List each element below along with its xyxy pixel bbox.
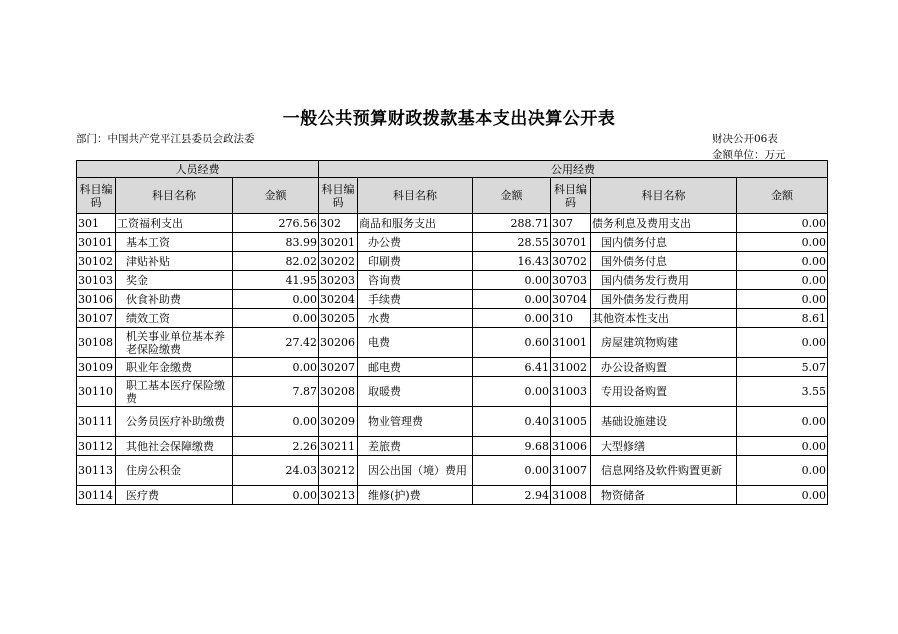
- table-row: [77, 328, 828, 358]
- subject-name: 电费: [358, 328, 473, 358]
- amount-value: 0.60: [473, 328, 551, 358]
- amount-value: 8.61: [737, 309, 828, 328]
- subject-name: 因公出国（境）费用: [358, 456, 473, 486]
- amount-value: 0.00: [737, 214, 828, 233]
- subject-name: 信息网络及软件购置更新: [591, 456, 737, 486]
- header-code: 科目编码: [319, 178, 358, 214]
- amount-value: 276.56: [233, 214, 319, 233]
- subject-name: 物资储备: [591, 486, 737, 505]
- expenditure-table: [76, 160, 828, 505]
- amount-value: 0.00: [473, 271, 551, 290]
- amount-value: 24.03: [233, 456, 319, 486]
- subject-code: 30702: [551, 252, 591, 271]
- subject-name: 国内债务付息: [591, 233, 737, 252]
- amount-value: 28.55: [473, 233, 551, 252]
- table-row: [77, 437, 828, 456]
- table-row: [77, 407, 828, 437]
- subject-name: 基本工资: [116, 233, 233, 252]
- subject-name: 国外债务付息: [591, 252, 737, 271]
- amount-value: 82.02: [233, 252, 319, 271]
- subject-code: 30204: [319, 290, 358, 309]
- amount-value: 0.00: [473, 290, 551, 309]
- amount-value: 7.87: [233, 377, 319, 407]
- subject-code: 307: [551, 214, 591, 233]
- subject-name: 办公费: [358, 233, 473, 252]
- amount-value: 0.00: [473, 456, 551, 486]
- subject-name: 邮电费: [358, 358, 473, 377]
- amount-value: 41.95: [233, 271, 319, 290]
- subject-name: 其他社会保障缴费: [116, 437, 233, 456]
- header-name: 科目名称: [358, 178, 473, 214]
- subject-code: 31007: [551, 456, 591, 486]
- subject-name: 职业年金缴费: [116, 358, 233, 377]
- subject-code: 31008: [551, 486, 591, 505]
- amount-value: 0.00: [737, 486, 828, 505]
- subject-code: 310: [551, 309, 591, 328]
- subject-code: 30101: [77, 233, 116, 252]
- subject-code: 30212: [319, 456, 358, 486]
- subject-code: 30701: [551, 233, 591, 252]
- table-row: [77, 358, 828, 377]
- subject-name: 差旅费: [358, 437, 473, 456]
- table-row: [77, 309, 828, 328]
- table-row: [77, 377, 828, 407]
- amount-value: 0.00: [737, 252, 828, 271]
- header-amount: 金额: [737, 178, 828, 214]
- header-code: 科目编码: [551, 178, 591, 214]
- amount-value: 0.00: [233, 486, 319, 505]
- subject-code: 30102: [77, 252, 116, 271]
- subject-name: 医疗费: [116, 486, 233, 505]
- amount-value: 288.71: [473, 214, 551, 233]
- amount-value: 0.00: [737, 328, 828, 358]
- subject-name: 专用设备购置: [591, 377, 737, 407]
- subject-code: 302: [319, 214, 358, 233]
- amount-value: 0.00: [233, 407, 319, 437]
- amount-value: 27.42: [233, 328, 319, 358]
- subject-name: 伙食补助费: [116, 290, 233, 309]
- subject-code: 30704: [551, 290, 591, 309]
- subject-code: 30106: [77, 290, 116, 309]
- subject-code: 30107: [77, 309, 116, 328]
- subject-code: 31006: [551, 437, 591, 456]
- subject-name: 房屋建筑物购建: [591, 328, 737, 358]
- subject-code: 301: [77, 214, 116, 233]
- subject-code: 30207: [319, 358, 358, 377]
- subject-name: 维修(护)费: [358, 486, 473, 505]
- amount-value: 0.00: [737, 290, 828, 309]
- subject-code: 30703: [551, 271, 591, 290]
- subject-name: 水费: [358, 309, 473, 328]
- table-number: 财决公开06表: [712, 133, 778, 145]
- subject-name: 津贴补贴: [116, 252, 233, 271]
- subject-code: 30108: [77, 328, 116, 358]
- amount-value: 0.40: [473, 407, 551, 437]
- amount-value: 0.00: [737, 407, 828, 437]
- subject-name: 职工基本医疗保险缴费: [116, 377, 233, 407]
- subject-name: 物业管理费: [358, 407, 473, 437]
- amount-value: 0.00: [233, 290, 319, 309]
- subject-name: 手续费: [358, 290, 473, 309]
- column-header-row: [77, 178, 828, 214]
- subject-code: 30206: [319, 328, 358, 358]
- table-row: [77, 456, 828, 486]
- header-amount: 金额: [473, 178, 551, 214]
- subject-code: 30103: [77, 271, 116, 290]
- subject-name: 工资福利支出: [116, 214, 233, 233]
- subject-name: 咨询费: [358, 271, 473, 290]
- subject-name: 公务员医疗补助缴费: [116, 407, 233, 437]
- subject-name: 绩效工资: [116, 309, 233, 328]
- subject-code: 30205: [319, 309, 358, 328]
- subject-code: 31001: [551, 328, 591, 358]
- amount-value: 2.94: [473, 486, 551, 505]
- subject-code: 30208: [319, 377, 358, 407]
- subject-code: 30110: [77, 377, 116, 407]
- department-label: 部门：中国共产党平江县委员会政法委: [76, 133, 255, 145]
- subject-code: 31005: [551, 407, 591, 437]
- group-personnel: 人员经费: [77, 161, 319, 178]
- header-name: 科目名称: [116, 178, 233, 214]
- subject-code: 30209: [319, 407, 358, 437]
- subject-code: 31002: [551, 358, 591, 377]
- subject-name: 国外债务发行费用: [591, 290, 737, 309]
- subject-name: 债务利息及费用支出: [591, 214, 737, 233]
- amount-value: 3.55: [737, 377, 828, 407]
- amount-value: 0.00: [233, 358, 319, 377]
- subject-code: 30111: [77, 407, 116, 437]
- subject-name: 其他资本性支出: [591, 309, 737, 328]
- group-public: 公用经费: [319, 161, 828, 178]
- subject-name: 国内债务发行费用: [591, 271, 737, 290]
- amount-value: 16.43: [473, 252, 551, 271]
- table-row: [77, 214, 828, 233]
- subject-code: 30213: [319, 486, 358, 505]
- subject-name: 商品和服务支出: [358, 214, 473, 233]
- amount-value: 0.00: [737, 271, 828, 290]
- subject-code: 30113: [77, 456, 116, 486]
- subject-name: 印刷费: [358, 252, 473, 271]
- subject-name: 取暖费: [358, 377, 473, 407]
- subject-code: 30112: [77, 437, 116, 456]
- table-row: [77, 252, 828, 271]
- amount-value: 6.41: [473, 358, 551, 377]
- subject-code: 30202: [319, 252, 358, 271]
- amount-value: 0.00: [473, 377, 551, 407]
- header-name: 科目名称: [591, 178, 737, 214]
- subject-code: 30201: [319, 233, 358, 252]
- header-code: 科目编码: [77, 178, 116, 214]
- group-header-row: [77, 161, 828, 178]
- amount-value: 5.07: [737, 358, 828, 377]
- amount-value: 0.00: [737, 437, 828, 456]
- subject-code: 30203: [319, 271, 358, 290]
- subject-name: 基础设施建设: [591, 407, 737, 437]
- page-title: 一般公共预算财政拨款基本支出决算公开表: [282, 109, 616, 129]
- subject-code: 30114: [77, 486, 116, 505]
- subject-name: 大型修缮: [591, 437, 737, 456]
- amount-unit: 金额单位：万元: [712, 149, 786, 161]
- amount-value: 83.99: [233, 233, 319, 252]
- table-row: [77, 233, 828, 252]
- subject-code: 31003: [551, 377, 591, 407]
- subject-name: 办公设备购置: [591, 358, 737, 377]
- table-row: [77, 271, 828, 290]
- subject-name: 奖金: [116, 271, 233, 290]
- subject-name: 机关事业单位基本养老保险缴费: [116, 328, 233, 358]
- header-amount: 金额: [233, 178, 319, 214]
- subject-code: 30211: [319, 437, 358, 456]
- subject-name: 住房公积金: [116, 456, 233, 486]
- subject-code: 30109: [77, 358, 116, 377]
- table-row: [77, 486, 828, 505]
- amount-value: 0.00: [473, 309, 551, 328]
- amount-value: 0.00: [233, 309, 319, 328]
- table-row: [77, 290, 828, 309]
- amount-value: 2.26: [233, 437, 319, 456]
- amount-value: 9.68: [473, 437, 551, 456]
- amount-value: 0.00: [737, 233, 828, 252]
- amount-value: 0.00: [737, 456, 828, 486]
